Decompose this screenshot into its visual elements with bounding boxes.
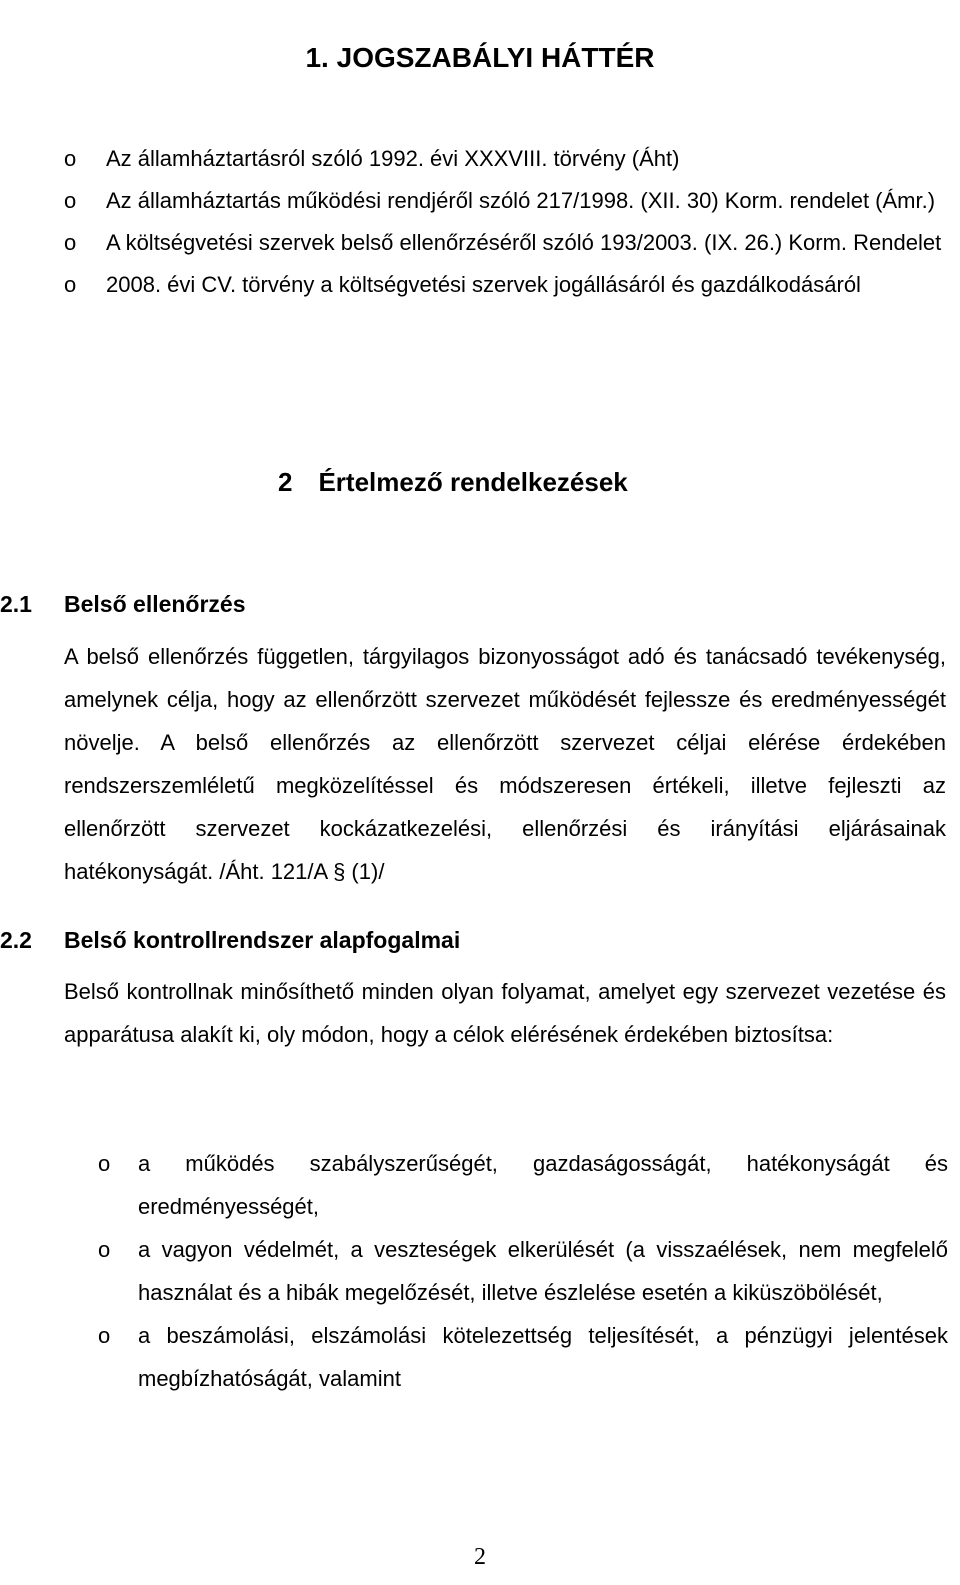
subsection-number: 2.1 (0, 591, 32, 617)
bullet-marker: o (64, 188, 77, 213)
internal-control-definition: Belső kontrollnak minősíthető minden olyan folyamat, amelyet egy szervezet vezetése és apparátusa alakít ki, oly módon, hogy a célok elérésének érdekében biztosítsa: (64, 979, 946, 1047)
bullet-marker: o (64, 272, 77, 297)
list-item (64, 180, 954, 222)
list-item (64, 138, 954, 180)
bullet-marker: o (64, 146, 77, 171)
subsection-heading-2-2 (0, 920, 460, 960)
list-item (98, 1228, 948, 1314)
list-item-text: a vagyon védelmét, a veszteségek elkerülését (a visszaélések, nem megfelelő használat és a hibák megelőzését, illetve észlelése esetén a kiküszöbölését, (138, 1237, 948, 1305)
list-item (64, 264, 954, 306)
subsection-title: Belső ellenőrzés (64, 591, 246, 617)
page-number: 2 (474, 1544, 486, 1570)
internal-control-objectives-list (98, 1142, 948, 1400)
chapter-heading: 1. JOGSZABÁLYI HÁTTÉR (305, 42, 655, 73)
bullet-marker: o (64, 230, 77, 255)
list-item (64, 222, 954, 264)
section-heading (278, 462, 628, 502)
list-item-text: Az államháztartásról szóló 1992. évi XXXVIII. törvény (Áht) (106, 146, 680, 171)
bullet-marker: o (98, 1151, 111, 1176)
subsection-title: Belső kontrollrendszer alapfogalmai (64, 927, 461, 953)
list-item-text: a működés szabályszerűségét, gazdaságosságát, hatékonyságát és eredményességét, (138, 1151, 948, 1219)
list-item-text: 2008. évi CV. törvény a költségvetési szervek jogállásáról és gazdálkodásáról (106, 272, 861, 297)
list-item (98, 1142, 948, 1228)
list-item-text: A költségvetési szervek belső ellenőrzéséről szóló 193/2003. (IX. 26.) Korm. Rendelet (106, 230, 942, 255)
legal-basis-list (64, 138, 954, 306)
bullet-marker: o (98, 1323, 111, 1348)
section-number: 2 (278, 467, 293, 497)
list-item-text: a beszámolási, elszámolási kötelezettség teljesítését, a pénzügyi jelentések megbízhatóságát, valamint (138, 1323, 948, 1391)
section-title: Értelmező rendelkezések (318, 467, 628, 497)
subsection-number: 2.2 (0, 927, 32, 953)
internal-audit-definition: A belső ellenőrzés független, tárgyilagos bizonyosságot adó és tanácsadó tevékenység, amelynek célja, hogy az ellenőrzött szervezet működését fejlessze és eredményességét növelje. A belső ellenőrzés az ellenőrzött szervezet céljai elérése érdekében rendszerszemléletű megközelítéssel és módszeresen értékeli, illetve fejleszti az ellenőrzött szervezet kockázatkezelési, ellenőrzési és irányítási eljárásainak hatékonyságát. /Áht. 121/A § (1)/ (64, 644, 946, 884)
subsection-heading-2-1 (0, 584, 246, 624)
list-item-text: Az államháztartás működési rendjéről szóló 217/1998. (XII. 30) Korm. rendelet (Ámr.) (106, 188, 936, 213)
list-item (98, 1314, 948, 1400)
bullet-marker: o (98, 1237, 111, 1262)
